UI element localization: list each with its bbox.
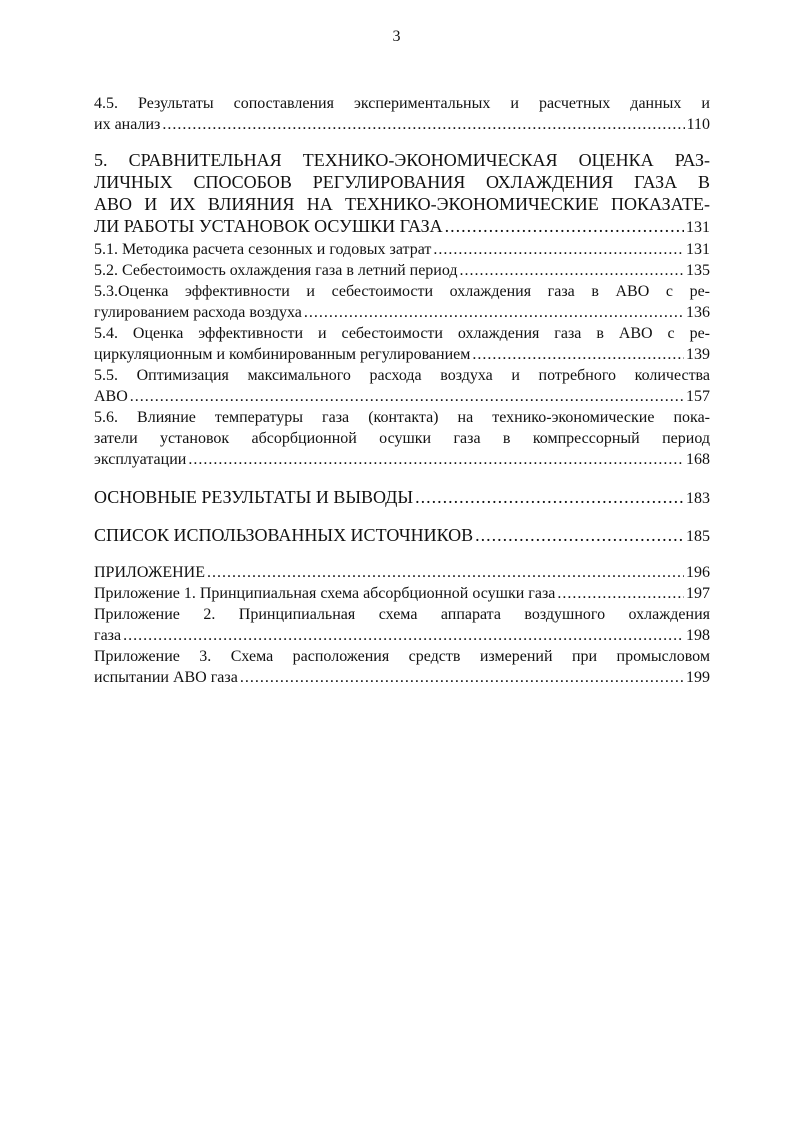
toc-page-number: 183 (686, 490, 710, 507)
toc-entry-text: их анализ (94, 116, 161, 133)
toc-page-number: 135 (686, 262, 710, 279)
toc-entry-results (94, 486, 710, 510)
dot-leader (460, 260, 684, 281)
dot-leader (472, 344, 684, 365)
dot-leader (207, 562, 684, 583)
toc-entry-text: Приложение 3. Схема расположения средств измерений при промысловом (94, 648, 710, 665)
toc-entry-text: Приложение 1. Принципиальная схема абсорбционной осушки газа (94, 585, 556, 602)
toc-entry-appendix (94, 562, 710, 583)
toc-entry-text: 5.6. Влияние температуры газа (контакта) на технико-экономические пока- (94, 409, 710, 426)
toc-entry-text: 5. СРАВНИТЕЛЬНАЯ ТЕХНИКО-ЭКОНОМИЧЕСКАЯ ОЦЕНКА РАЗ- (94, 150, 710, 170)
dot-leader (304, 302, 684, 323)
dot-leader (433, 239, 684, 260)
toc-entry-text: гулированием расхода воздуха (94, 304, 302, 321)
page-number: 3 (392, 28, 401, 45)
toc-page-number: 131 (686, 219, 710, 236)
dot-leader (130, 386, 684, 407)
toc-page-number: 139 (686, 346, 710, 363)
toc-entry-text: Приложение 2. Принципиальная схема аппарата воздушного охлаждения (94, 606, 710, 623)
toc-entry-text: АВО И ИХ ВЛИЯНИЯ НА ТЕХНИКО-ЭКОНОМИЧЕСКИЕ ПОКАЗАТЕ- (94, 194, 710, 214)
toc-entry-text: ОСНОВНЫЕ РЕЗУЛЬТАТЫ И ВЫВОДЫ (94, 487, 414, 507)
toc-entry-text: газа (94, 627, 122, 644)
toc-entry-text: ЛИЧНЫХ СПОСОБОВ РЕГУЛИРОВАНИЯ ОХЛАЖДЕНИЯ ГАЗА В (94, 172, 710, 192)
toc-entry-appendix-3 (94, 646, 710, 688)
toc-entry-text: 5.5. Оптимизация максимального расхода воздуха и потребного количества (94, 367, 710, 384)
toc-page-number: 198 (686, 627, 710, 644)
toc-page-number: 199 (686, 669, 710, 686)
toc-entry-sources (94, 524, 710, 548)
toc-entry-4-5 (94, 93, 710, 135)
toc-entry-text: 5.2. Себестоимость охлаждения газа в летний период (94, 262, 458, 279)
toc-entry-text: 5.4. Оценка эффективности и себестоимости охлаждения газа в АВО с ре- (94, 325, 710, 342)
toc-page-number: 185 (686, 528, 710, 545)
toc-page-number: 168 (686, 451, 710, 468)
toc-entry-appendix-1 (94, 583, 710, 604)
toc-entry-5-6 (94, 407, 710, 470)
toc-entry-5-4 (94, 323, 710, 365)
table-of-contents (94, 93, 710, 688)
toc-entry-text: циркуляционным и комбинированным регулированием (94, 346, 471, 363)
toc-page-number: 196 (686, 564, 710, 581)
dot-leader (240, 667, 684, 688)
toc-entry-5-5 (94, 365, 710, 407)
dot-leader (475, 524, 684, 546)
toc-page-number: 157 (686, 388, 710, 405)
toc-entry-5-2 (94, 260, 710, 281)
toc-entry-text: СПИСОК ИСПОЛЬЗОВАННЫХ ИСТОЧНИКОВ (94, 525, 474, 545)
toc-entry-5-1 (94, 239, 710, 260)
toc-entry-text: 4.5. Результаты сопоставления экспериментальных и расчетных данных и (94, 95, 710, 112)
toc-entry-text: 5.3.Оценка эффективности и себестоимости охлаждения газа в АВО с ре- (94, 283, 710, 300)
toc-page-number: 131 (686, 241, 710, 258)
toc-entry-text: ПРИЛОЖЕНИЕ (94, 564, 206, 581)
toc-entry-5 (94, 149, 710, 239)
dot-leader (557, 583, 684, 604)
toc-entry-text: 5.1. Методика расчета сезонных и годовых затрат (94, 241, 432, 258)
toc-entry-text: АВО (94, 388, 128, 405)
toc-entry-text: испытании АВО газа (94, 669, 238, 686)
toc-entry-5-3 (94, 281, 710, 323)
dot-leader (188, 449, 684, 470)
toc-page-number: 110 (686, 116, 710, 133)
dot-leader (123, 625, 684, 646)
toc-entry-appendix-2 (94, 604, 710, 646)
dot-leader (162, 114, 684, 135)
toc-entry-text: ЛИ РАБОТЫ УСТАНОВОК ОСУШКИ ГАЗА (94, 216, 443, 236)
dot-leader (445, 215, 684, 237)
toc-entry-text: затели установок абсорбционной осушки газа в компрессорный период (94, 430, 710, 447)
toc-page-number: 136 (686, 304, 710, 321)
toc-page-number: 197 (686, 585, 710, 602)
toc-entry-text: эксплуатации (94, 451, 187, 468)
dot-leader (415, 486, 684, 508)
